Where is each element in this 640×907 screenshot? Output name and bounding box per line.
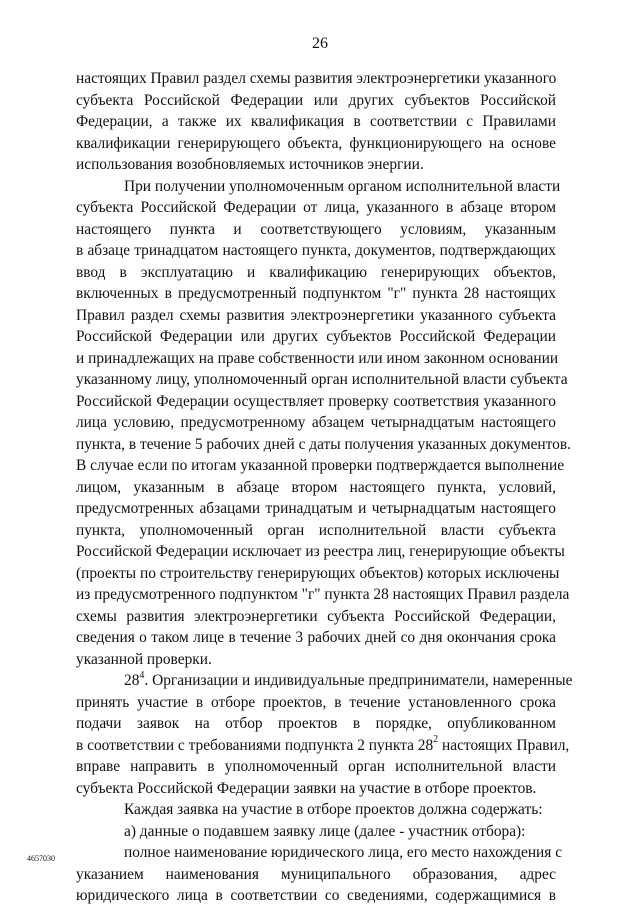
text-line [76,477,556,499]
line-text: из предусмотренного подпунктом "г" пункта 28 настоящих Правил раздела [76,586,570,603]
text-line [76,133,556,155]
text-line [76,326,556,348]
text-line [76,669,573,692]
line-text: . Организации и индивидуальные предприниматели, намеренные [144,672,573,689]
text-line [76,821,556,843]
text-line [76,778,556,800]
line-text: ввод в эксплуатацию и квалификацию генерирующих объектов, [76,263,556,281]
line-text: субъекта Российской Федерации заявки на участие в отборе проектов. [76,779,537,797]
text-line [76,348,559,370]
line-text: настоящих Правил, [438,736,570,754]
text-line [76,412,556,434]
text-line [76,885,556,907]
text-line [76,734,570,757]
line-text: Российской Федерации исключает из реестра лиц, генерирующие объекты [76,543,565,560]
text-line [76,584,570,606]
line-text: и принадлежащих на праве собственности или ином законном основании [76,349,559,367]
text-line [76,455,565,477]
line-text: лицом, указанным в абзаце втором настоящего пункта, условий, [76,478,556,496]
text-line [76,283,556,305]
document-body [76,68,573,907]
text-line [76,756,556,778]
line-text: В случае если по итогам указанной проверки подтверждается выполнение [76,457,565,474]
line-text: Каждая заявка на участие в отборе проектов должна содержать: [124,801,543,818]
line-text: принять участие в отборе проектов, в течение установленного срока [76,693,556,711]
line-text: При получении уполномоченным органом исполнительной власти [124,177,561,195]
text-line [76,391,556,413]
text-line [76,90,556,112]
line-text: юридического лица в соответствии со сведениями, содержащимися в [76,887,556,904]
line-text: а) данные о подавшем заявку лице (далее - участник отбора): [124,822,526,840]
line-text: указанной проверки. [76,650,212,668]
text-line [76,692,556,714]
line-text: предусмотренных абзацами тринадцатым и четырнадцатым настоящего [76,500,556,517]
line-text: включенных в предусмотренный подпунктом "г" пункта 28 настоящих [76,285,556,302]
line-prefix: в соответствии с требованиями подпункта 2 пункта 28 [76,736,434,754]
line-text: Федерации, а также их квалификация в соответствии с Правилами [76,113,556,130]
line-text: Российской Федерации осуществляет проверку соответствия указанного [76,392,556,410]
line-text: Российской Федерации или других субъектов Российской Федерации [76,328,556,345]
text-line [76,176,561,198]
line-text: (проекты по строительству генерирующих объектов) которых исключены [76,564,560,582]
text-line [76,842,563,864]
line-text: настоящих Правил раздел схемы развития электроэнергетики указанного [76,70,557,87]
text-line [76,111,556,133]
line-text: субъекта Российской Федерации от лица, указанного в абзаце втором [76,199,556,216]
text-line [76,799,556,821]
superscript: 4 [139,669,145,681]
line-text: Правил раздел схемы развития электроэнергетики указанного субъекта [76,306,556,324]
superscript: 2 [433,734,439,746]
text-line [76,649,556,671]
line-text: указанием наименования муниципального образования, адрес [76,865,556,883]
text-line [76,498,556,520]
line-text: лица условию, предусмотренному абзацем четырнадцатым настоящего [76,414,556,431]
line-text: схемы развития электроэнергетики субъекта Российской Федерации, [76,607,556,625]
text-line [76,240,556,262]
document-code: 4657030 [27,854,55,863]
text-line [76,864,556,886]
text-line [76,262,556,284]
line-text: полное наименование юридического лица, его место нахождения с [124,844,563,861]
text-line [76,541,565,563]
line-text: подачи заявок на отбор проектов в порядке, опубликованном [76,715,556,732]
line-text: субъекта Российской Федерации или других субъектов Российской [76,91,556,109]
line-text: пункта, уполномоченный орган исполнительной власти субъекта [76,521,556,539]
text-line [76,713,556,735]
page-number: 26 [312,35,328,52]
text-line [76,563,560,585]
text-line [76,154,556,176]
line-text: вправе направить в уполномоченный орган исполнительной власти [76,758,556,775]
text-line [76,369,568,391]
text-line [76,434,571,456]
line-text: указанному лицу, уполномоченный орган исполнительной власти субъекта [76,371,568,388]
text-line [76,68,556,90]
line-text: настоящего пункта и соответствующего условиям, указанным [76,220,556,238]
text-line [76,219,556,241]
text-line [76,627,556,649]
line-text: пункта, в течение 5 рабочих дней с даты получения указанных документов. [76,435,571,453]
text-line [76,305,556,327]
line-text: использования возобновляемых источников энергии. [76,156,424,173]
line-text: в абзаце тринадцатом настоящего пункта, документов, подтверждающих [76,242,556,259]
text-line [76,606,556,628]
text-line [76,520,556,542]
line-text: квалификации генерирующего объекта, функционирующего на основе [76,134,556,152]
line-prefix: 28 [124,672,140,689]
line-text: сведения о таком лице в течение 3 рабочих дней со дня окончания срока [76,629,556,646]
text-line [76,197,556,219]
